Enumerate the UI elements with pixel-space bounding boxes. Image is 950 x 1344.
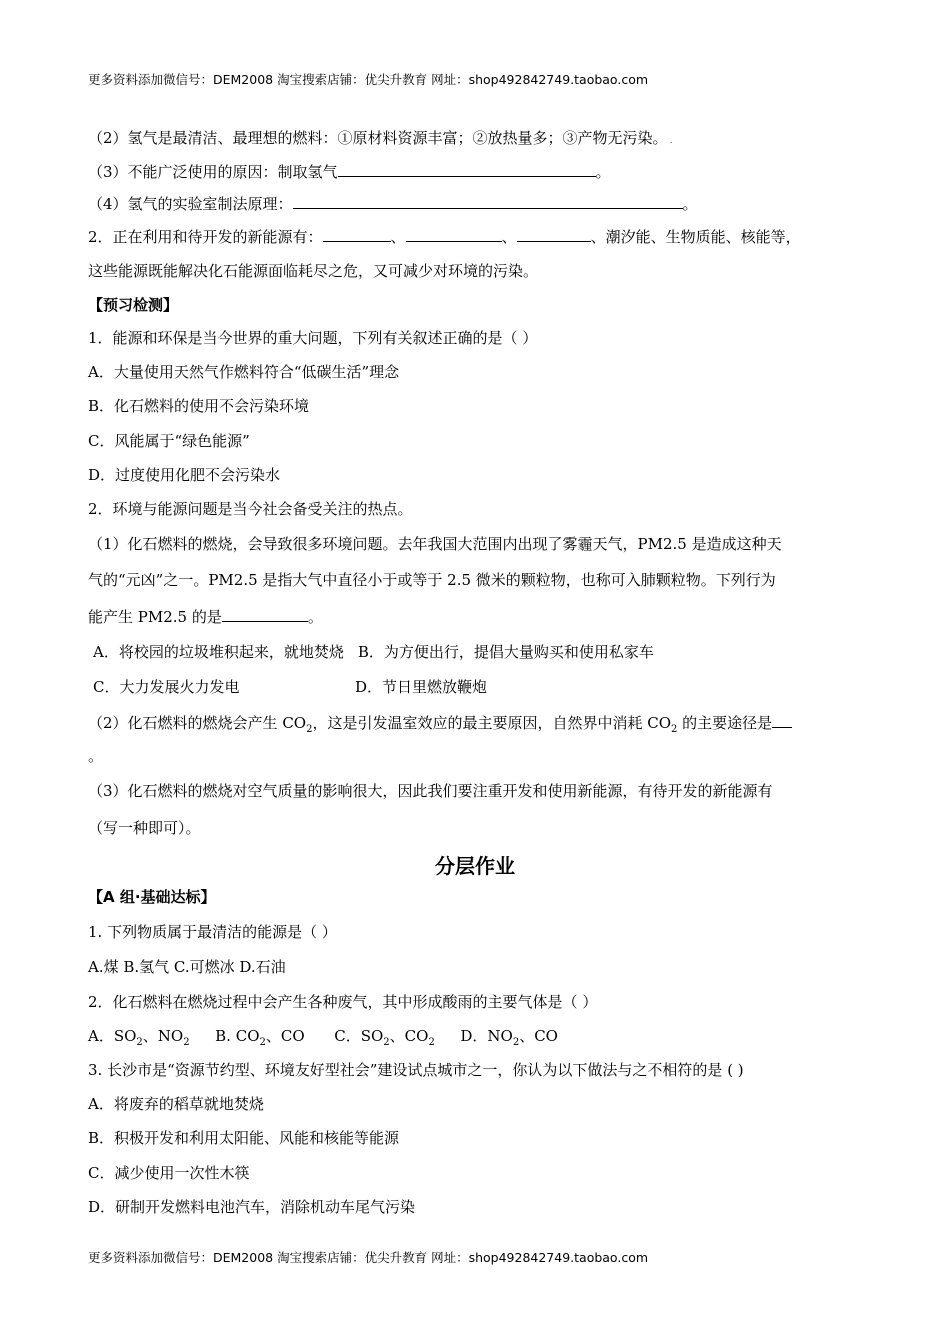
preview-q1-option-d: D．过度使用化肥不会污染水: [88, 466, 281, 484]
page-header: 更多资料添加微信号：DEM2008 淘宝搜索店铺：优尖升教育 网址：shop492842749.taobao.com: [88, 72, 649, 87]
hw-q3-option-c: C．减少使用一次性木筷: [88, 1164, 250, 1182]
q2p2-b: ，这是引发温室效应的最主要原因，自然界中消耗 CO: [312, 714, 672, 732]
intro-l2-end: 。: [595, 163, 611, 181]
hw-q3-option-a: A．将废弃的稻草就地焚烧: [88, 1095, 264, 1113]
preview-q2-part2-line2: 。: [88, 747, 104, 765]
intro-l4b: 、潮汐能、生物质能、核能等，: [590, 228, 801, 246]
subscript: 2: [671, 724, 678, 735]
intro-line-2: [88, 161, 611, 182]
subscript: 2: [428, 1037, 435, 1048]
q2-opt-c2: 、CO: [389, 1027, 429, 1045]
option-a: A．将校园的垃圾堆积起来，就地焚烧: [93, 643, 344, 661]
blank: [772, 712, 792, 728]
hw-q3: 3. 长沙市是“资源节约型、环境友好型社会”建设试点城市之一，你认为以下做法与之不相符的是 ( ): [88, 1061, 744, 1079]
q2-opt-a: A．SO: [88, 1027, 137, 1045]
subscript: 2: [383, 1037, 390, 1048]
hw-q2: 2．化石燃料在燃烧过程中会产生各种废气，其中形成酸雨的主要气体是（ ）: [88, 993, 598, 1011]
preview-q2-part1-options-cd: [93, 677, 487, 697]
group-a-heading: 【A 组·基础达标】: [88, 888, 216, 906]
blank: [517, 226, 591, 242]
q2-opt-a2: 、NO: [142, 1027, 184, 1045]
subscript: 2: [259, 1037, 266, 1048]
q2p2-c: 的主要途径是: [677, 714, 773, 732]
preview-q2-part3-line2: （写一种即可）。: [88, 819, 201, 837]
sep: 、: [501, 228, 517, 246]
hw-q2-options: [88, 1026, 558, 1053]
blank: [323, 226, 391, 242]
hw-q1-options: A.煤 B.氢气 C.可燃冰 D.石油: [88, 958, 286, 976]
q2-opt-d2: 、CO: [519, 1027, 558, 1045]
subscript: 2: [512, 1037, 520, 1048]
intro-l3-text: （4）氢气的实验室制法原理：: [88, 195, 293, 213]
intro-l1-text: （2）氢气是最清洁、最理想的燃料：①原材料资源丰富；②放热量多；③产物无污染。: [88, 129, 668, 147]
subscript: 2: [136, 1037, 143, 1048]
q2-opt-c: C．SO: [334, 1027, 384, 1045]
preview-q2-part3-line1: （3）化石燃料的燃烧对空气质量的影响很大，因此我们要注重开发和使用新能源，有待开发的新能源有: [88, 782, 773, 800]
intro-l4a: 2．正在利用和待开发的新能源有：: [88, 228, 323, 246]
preview-q2-part1-line2: 气的“元凶”之一。PM2.5 是指大气中直径小于或等于 2.5 微米的颗粒物，也称可入肺颗粒物。下列行为: [88, 571, 776, 589]
section-heading-preview: 【预习检测】: [88, 296, 179, 314]
q2p1c-text: 能产生 PM2.5 的是: [88, 608, 222, 626]
blank: [293, 193, 683, 209]
intro-line-3: [88, 193, 698, 214]
q2-opt-d: D．NO: [460, 1027, 513, 1045]
q2p2-a: （2）化石燃料的燃烧会产生 CO: [88, 714, 307, 732]
option-d: D．节日里燃放鞭炮: [355, 678, 488, 696]
preview-q2-part1-options-ab: [93, 642, 654, 662]
q2p1c-end: 。: [307, 608, 323, 626]
option-c: C．大力发展火力发电: [93, 678, 240, 696]
preview-q2-part2-line1: [88, 712, 792, 740]
intro-line-4: [88, 226, 801, 247]
option-b: B．为方便出行，提倡大量购买和使用私家车: [357, 643, 654, 661]
blank: [338, 161, 596, 177]
preview-q1-option-b: B．化石燃料的使用不会污染环境: [88, 397, 310, 415]
intro-line-1: （2）氢气是最清洁、最理想的燃料：①原材料资源丰富；②放热量多；③产物无污染。 .: [88, 129, 673, 147]
preview-q2-part1-line3: [88, 606, 323, 627]
intro-l3-end: 。: [682, 195, 698, 213]
preview-q1-option-c: C．风能属于“绿色能源”: [88, 432, 250, 450]
preview-q2: 2．环境与能源问题是当今社会备受关注的热点。: [88, 500, 413, 518]
intro-l2-text: （3）不能广泛使用的原因：制取氢气: [88, 163, 338, 181]
hw-q1: 1. 下列物质属于最清洁的能源是（ ）: [88, 923, 337, 941]
q2-opt-b2: 、CO: [265, 1027, 305, 1045]
preview-q2-part1-line1: （1）化石燃料的燃烧，会导致很多环境问题。去年我国大范围内出现了雾霾天气，PM2.5 是造成这种天: [88, 535, 782, 553]
intro-l5-text: 这些能源既能解决化石能源面临耗尽之危，又可减少对环境的污染。: [88, 262, 539, 280]
blank: [406, 226, 502, 242]
hw-q3-option-d: D．研制开发燃料电池汽车，消除机动车尾气污染: [88, 1198, 416, 1216]
subscript: 2: [306, 724, 313, 735]
blank: [222, 606, 308, 622]
q2-opt-b: B. CO: [215, 1027, 260, 1045]
page-footer: 更多资料添加微信号：DEM2008 淘宝搜索店铺：优尖升教育 网址：shop492842749.taobao.com: [88, 1250, 649, 1265]
hw-q3-option-b: B．积极开发和利用太阳能、风能和核能等能源: [88, 1129, 400, 1147]
preview-q1-option-a: A．大量使用天然气作燃料符合“低碳生活”理念: [88, 363, 400, 381]
sep: 、: [390, 228, 406, 246]
homework-title: 分层作业: [435, 854, 515, 878]
subscript: 2: [183, 1037, 190, 1048]
intro-line-5: [88, 261, 538, 281]
preview-q1: 1．能源和环保是当今世界的重大问题，下列有关叙述正确的是（ ）: [88, 329, 538, 347]
